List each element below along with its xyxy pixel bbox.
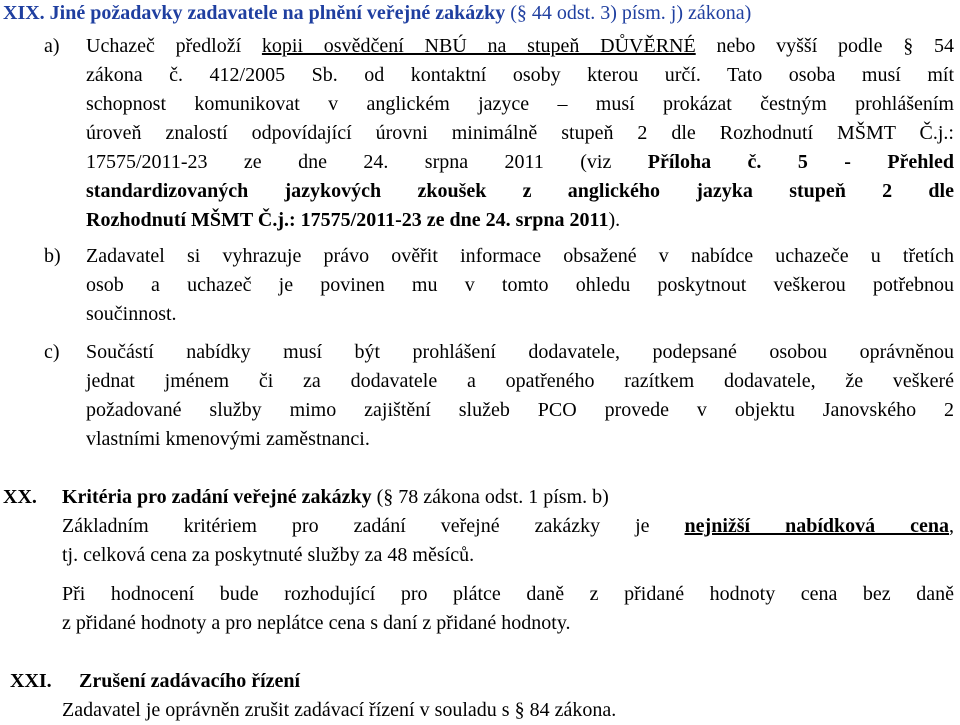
section-xx-line-4: z přidané hodnoty a pro neplátce cena s daní z přidané hodnoty.: [62, 612, 571, 634]
section-xix-legal-ref: (§ 44 odst. 3) písm. j) zákona): [505, 2, 752, 24]
item-a-line-4: úroveň znalostí odpovídající úrovni minimálně stupeň 2 dle Rozhodnutí MŠMT Č.j.:: [86, 122, 954, 144]
item-a-text: ).: [608, 209, 621, 231]
section-xix-heading: [3, 1, 751, 25]
item-b-line-2: osob a uchazeč je povinen mu v tomto ohledu poskytnout veškerou potřebnou: [86, 274, 954, 296]
section-xxi-line-1: Zadavatel je oprávněn zrušit zadávací řízení v souladu s § 84 zákona.: [62, 699, 617, 721]
section-xx-number: XX.: [3, 486, 37, 508]
item-c-line-2: jednat jménem či za dodavatele a opatřeného razítkem dodavatele, že veškeré: [86, 370, 954, 392]
item-a-line-5: [86, 150, 954, 174]
item-a-line-7: [86, 208, 620, 232]
item-a-marker: a): [44, 35, 60, 57]
item-a-line-1: [86, 34, 954, 58]
item-b-line-1: Zadavatel si vyhrazuje právo ověřit informace obsažené v nabídce uchazeče u třetích: [86, 245, 954, 267]
attachment-reference: Rozhodnutí MŠMT Č.j.: 17575/2011-23 ze dne 24. srpna 2011: [86, 209, 609, 231]
lowest-price-criterion: nejnižší nabídková cena: [684, 515, 949, 537]
item-c-line-4: vlastními kmenovými zaměstnanci.: [86, 428, 370, 450]
section-xxi-title: Zrušení zadávacího řízení: [79, 670, 301, 692]
item-a-line-2: zákona č. 412/2005 Sb. od kontaktní osoby kterou určí. Tato osoba musí mít: [86, 64, 954, 86]
attachment-reference: Příloha č. 5 - Přehled: [647, 151, 954, 173]
section-xxi-number: XXI.: [10, 670, 52, 692]
section-xx-line-3: Při hodnocení bude rozhodující pro plátce daně z přidané hodnoty cena bez daně: [62, 583, 954, 605]
item-a-line-3: schopnost komunikovat v anglickém jazyce – musí prokázat čestným prohlášením: [86, 93, 954, 115]
section-xx-legal-ref: (§ 78 zákona odst. 1 písm. b): [371, 486, 609, 508]
item-b-line-3: součinnost.: [86, 303, 177, 325]
section-xix-title: Jiné požadavky zadavatele na plnění veřejné zakázky: [44, 2, 506, 24]
section-xx-title: Kritéria pro zadání veřejné zakázky: [62, 486, 372, 508]
item-c-line-3: požadované služby mimo zajištění služeb PCO provede v objektu Janovského 2: [86, 399, 954, 421]
item-c-line-1: Součástí nabídky musí být prohlášení dodavatele, podepsané osobou oprávněnou: [86, 341, 954, 363]
section-xx-text: ,: [949, 515, 954, 537]
item-a-text: 17575/2011-23 ze dne 24. srpna 2011 (viz: [86, 151, 648, 173]
section-xx-line-1: [62, 514, 954, 538]
section-xix-number: XIX.: [3, 2, 45, 24]
item-a-line-6: standardizovaných jazykových zkoušek z anglického jazyka stupeň 2 dle: [86, 180, 954, 202]
nbu-certificate-requirement: kopii osvědčení NBÚ na stupeň DŮVĚRNÉ: [261, 35, 696, 57]
item-a-text: Uchazeč předloží: [86, 35, 262, 57]
section-xx-heading: [62, 485, 609, 509]
item-b-marker: b): [44, 245, 61, 267]
section-xx-line-2: tj. celková cena za poskytnuté služby za 48 měsíců.: [62, 544, 475, 566]
item-a-text: nebo vyšší podle § 54: [695, 35, 955, 57]
item-c-marker: c): [44, 341, 60, 363]
section-xx-text: Základním kritériem pro zadání veřejné zakázky je: [62, 515, 685, 537]
